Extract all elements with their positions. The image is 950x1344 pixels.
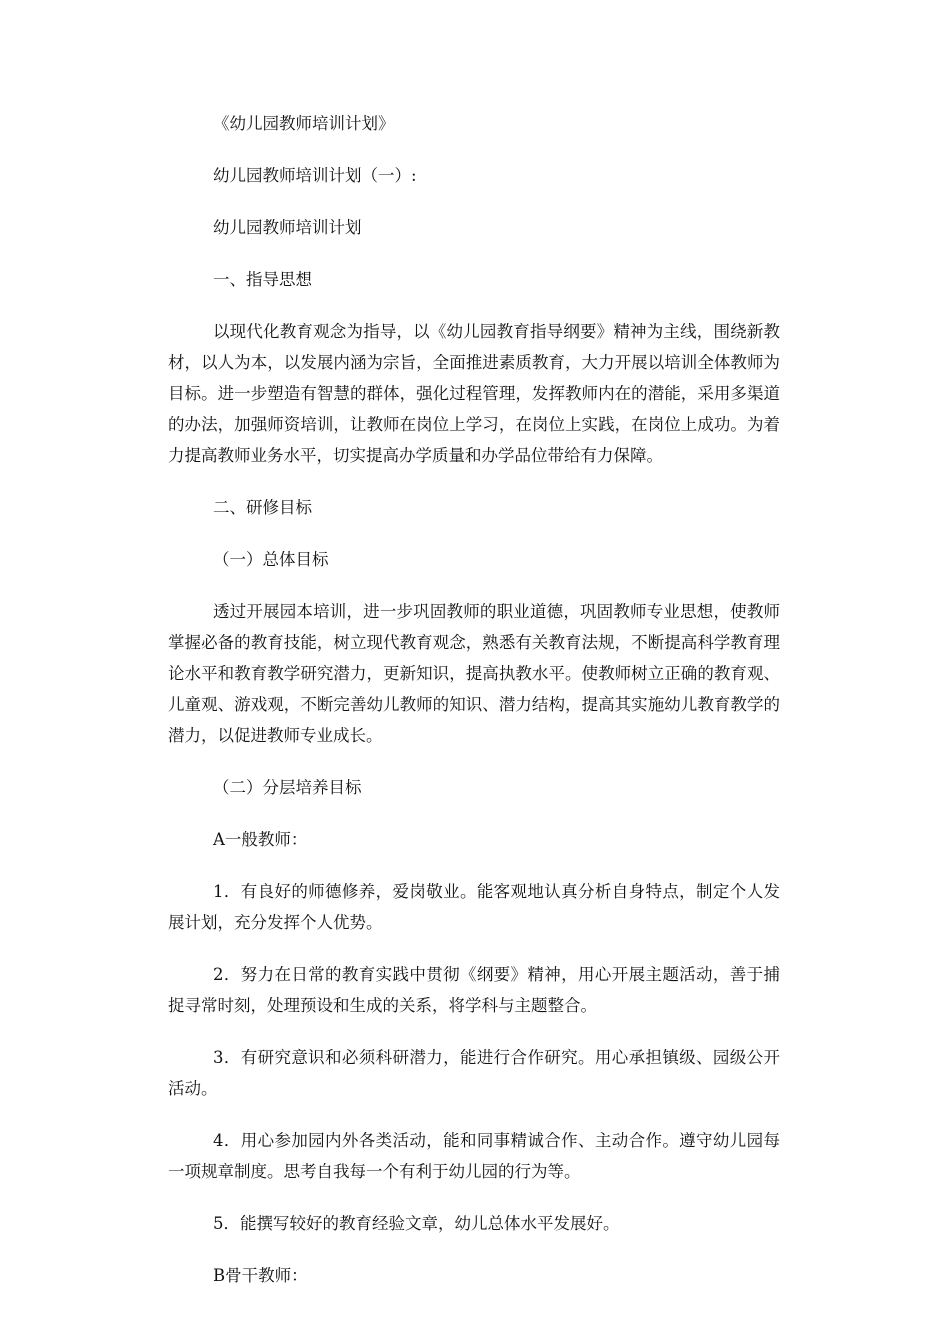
- subheading-overall-goals: （一）总体目标: [213, 550, 329, 569]
- category-backbone-teachers: B骨干教师：: [213, 1266, 308, 1285]
- paragraph-overall-goals: 透过开展园本培训，进一步巩固教师的职业道德，巩固教师专业思想，使教师掌握必备的教育技能，树立现代教育观念，熟悉有关教育法规，不断提高科学教育理论水平和教育教学研究潜力，更新知识，提高执教水平。使教师树立正确的教育观、儿童观、游戏观，不断完善幼儿教师的知识、潜力结构，提高其实施幼儿教育教学的潜力，以促进教师专业成长。: [168, 602, 780, 745]
- paragraph-guiding-ideology: 以现代化教育观念为指导，以《幼儿园教育指导纲要》精神为主线，围绕新教材，以人为本，以发展内涵为宗旨，全面推进素质教育，大力开展以培训全体教师为目标。进一步塑造有智慧的群体，强化过程管理，发挥教师内在的潜能，采用多渠道的办法，加强师资培训，让教师在岗位上学习，在岗位上实践，在岗位上成功。为着力提高教师业务水平，切实提高办学质量和办学品位带给有力保障。: [168, 322, 780, 465]
- section-heading-guiding-ideology: 一、指导思想: [213, 270, 312, 289]
- document-title: 《幼儿园教师培训计划》: [213, 114, 395, 133]
- category-general-teachers: A一般教师：: [213, 830, 308, 849]
- list-item: 1．有良好的师德修养，爱岗敬业。能客观地认真分析自身特点，制定个人发展计划，充分发挥个人优势。: [168, 882, 780, 932]
- list-item: 5．能撰写较好的教育经验文章，幼儿总体水平发展好。: [213, 1214, 620, 1233]
- subheading-tiered-goals: （二）分层培养目标: [213, 778, 362, 797]
- list-item: 4．用心参加园内外各类活动，能和同事精诚合作、主动合作。遵守幼儿园每一项规章制度。思考自我每一个有利于幼儿园的行为等。: [168, 1131, 780, 1181]
- document-body: [168, 108, 780, 1312]
- section-heading-training-goals: 二、研修目标: [213, 498, 312, 517]
- list-item: 2．努力在日常的教育实践中贯彻《纲要》精神，用心开展主题活动，善于捕捉寻常时刻，处理预设和生成的关系，将学科与主题整合。: [168, 965, 780, 1015]
- plan-subtitle: 幼儿园教师培训计划（一）:: [213, 166, 417, 185]
- plan-heading: 幼儿园教师培训计划: [213, 218, 362, 237]
- list-item: 3．有研究意识和必须科研潜力，能进行合作研究。用心承担镇级、园级公开活动。: [168, 1048, 780, 1098]
